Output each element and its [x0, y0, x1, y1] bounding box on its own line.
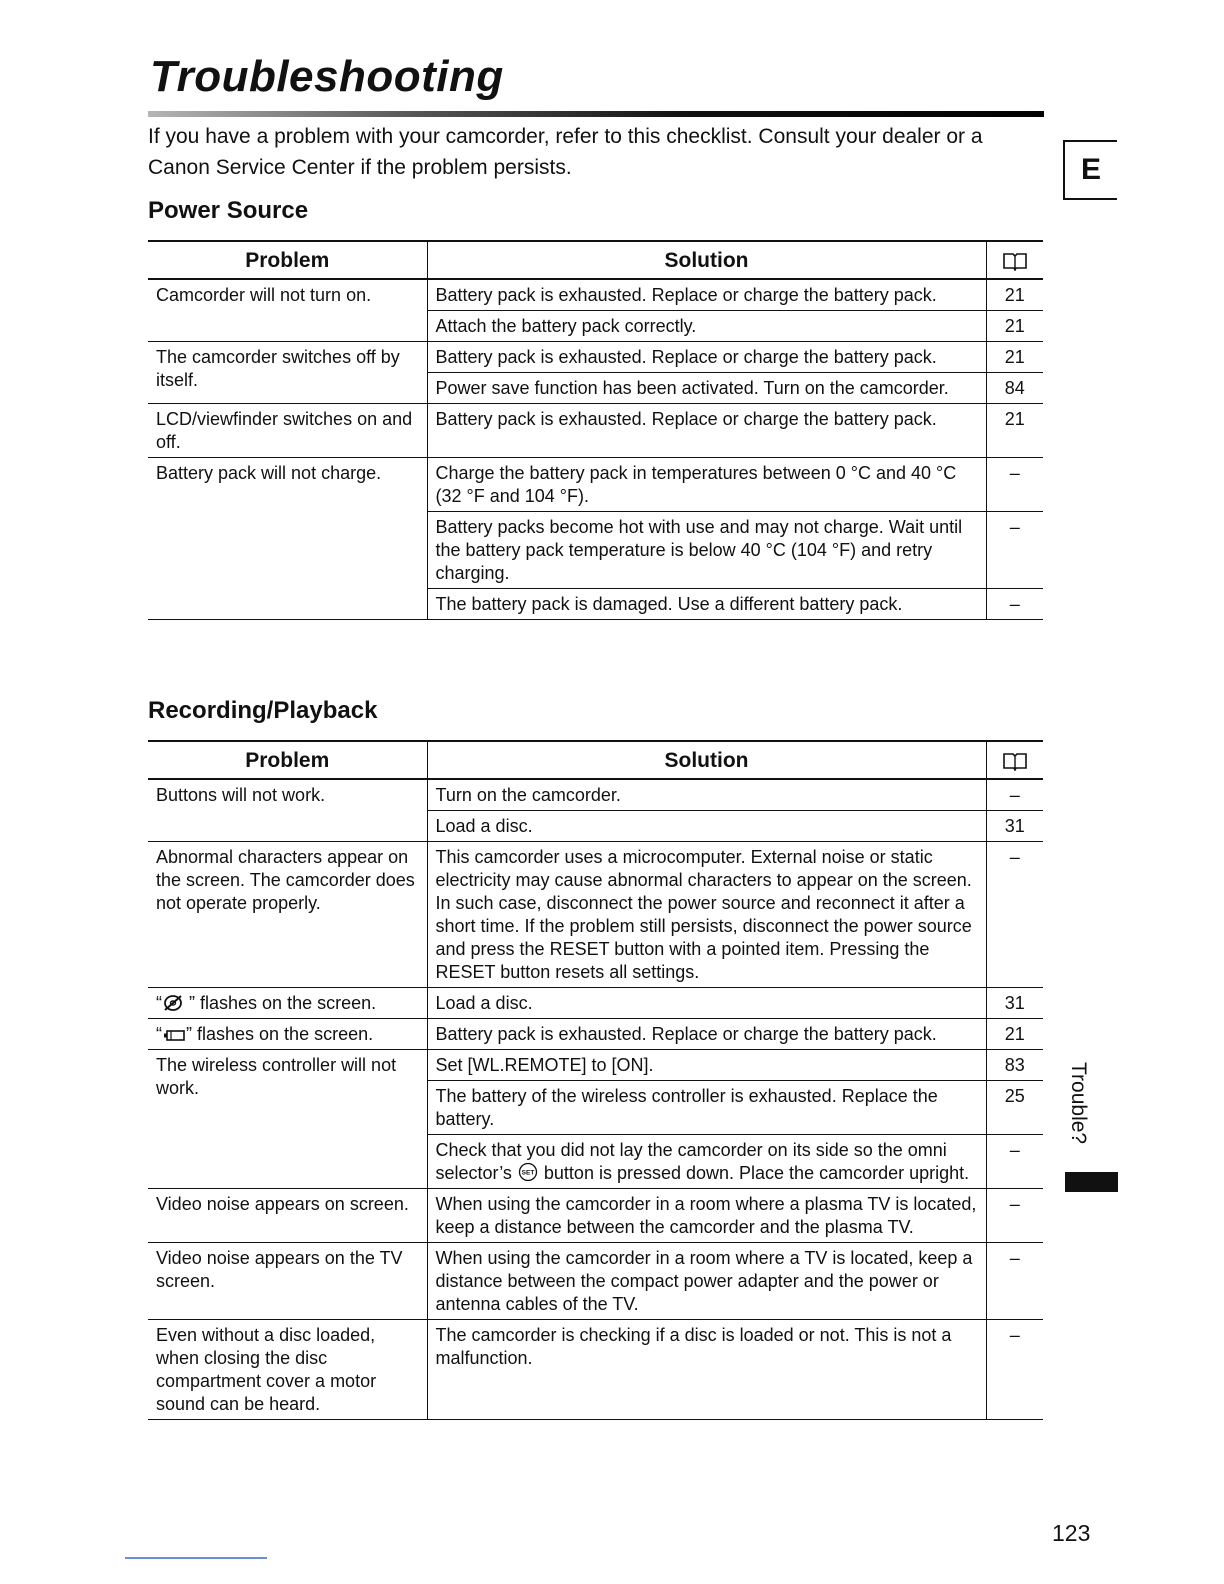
page-ref-cell: 21	[986, 1019, 1043, 1050]
solution-cell: This camcorder uses a microcomputer. External noise or static electricity may cause abnormal characters to appear on the screen. In such case, disconnect the power source and reconnect it after a short time. If the problem still persists, disconnect the power source and press the RESET button with a pointed item. Pressing the RESET button resets all settings.	[427, 842, 986, 988]
solution-cell: Battery pack is exhausted. Replace or charge the battery pack.	[427, 342, 986, 373]
solution-text-start: Check that you did not lay the camcorder on its side so the omni selector’s	[435, 1140, 947, 1183]
page-ref-cell: 21	[986, 404, 1043, 458]
page-ref-cell: –	[986, 458, 1043, 512]
page-ref-cell: –	[986, 1189, 1043, 1243]
table-row	[148, 404, 1043, 458]
solution-cell	[427, 1135, 986, 1189]
page-ref-cell: 31	[986, 988, 1043, 1019]
table-row	[148, 779, 1043, 811]
problem-cell: Abnormal characters appear on the screen. The camcorder does not operate properly.	[148, 842, 427, 988]
power-source-table	[148, 240, 1043, 620]
solution-cell: Battery pack is exhausted. Replace or charge the battery pack.	[427, 1019, 986, 1050]
solution-text-end: button is pressed down. Place the camcorder upright.	[543, 1163, 970, 1183]
problem-column-header: Problem	[148, 741, 427, 779]
table-header-row	[148, 741, 1043, 779]
problem-cell: The camcorder switches off by itself.	[148, 342, 427, 404]
book-icon	[1001, 751, 1029, 771]
footer-rule	[125, 1557, 267, 1559]
page-ref-cell: 83	[986, 1050, 1043, 1081]
problem-column-header: Problem	[148, 241, 427, 279]
page-ref-cell: –	[986, 779, 1043, 811]
problem-text: ” flashes on the screen.	[186, 1024, 374, 1044]
power-source-heading: Power Source	[148, 197, 309, 224]
solution-cell: Battery pack is exhausted. Replace or charge the battery pack.	[427, 404, 986, 458]
solution-cell: Set [WL.REMOTE] to [ON].	[427, 1050, 986, 1081]
solution-cell: Load a disc.	[427, 988, 986, 1019]
solution-column-header: Solution	[427, 241, 986, 279]
table-row	[148, 1019, 1043, 1050]
page-number: 123	[1052, 1520, 1091, 1546]
table-row	[148, 1050, 1043, 1081]
quote-open: “	[156, 1024, 162, 1044]
table-row	[148, 279, 1043, 311]
problem-text: ” flashes on the screen.	[189, 993, 377, 1013]
solution-cell: The battery of the wireless controller is exhausted. Replace the battery.	[427, 1081, 986, 1135]
problem-cell	[148, 988, 427, 1019]
table-row	[148, 458, 1043, 512]
problem-cell: Buttons will not work.	[148, 779, 427, 842]
solution-cell: Load a disc.	[427, 811, 986, 842]
language-tab: E	[1063, 140, 1117, 200]
table-row	[148, 988, 1043, 1019]
battery-icon	[162, 1027, 186, 1043]
problem-cell: Camcorder will not turn on.	[148, 279, 427, 342]
page-ref-cell: –	[986, 589, 1043, 620]
recording-playback-heading: Recording/Playback	[148, 697, 378, 724]
side-tab-marker	[1065, 1172, 1118, 1192]
set-button-icon-label: SET	[521, 1169, 535, 1177]
title-underline	[148, 111, 1044, 117]
solution-cell: The battery pack is damaged. Use a different battery pack.	[427, 589, 986, 620]
page-ref-cell: –	[986, 842, 1043, 988]
no-disc-icon	[162, 994, 184, 1012]
page-ref-cell: 84	[986, 373, 1043, 404]
reference-column-header	[986, 741, 1043, 779]
problem-cell: Video noise appears on screen.	[148, 1189, 427, 1243]
solution-cell: Turn on the camcorder.	[427, 779, 986, 811]
solution-cell: Attach the battery pack correctly.	[427, 311, 986, 342]
page-ref-cell: 21	[986, 342, 1043, 373]
page-ref-cell: –	[986, 1320, 1043, 1420]
intro-text: If you have a problem with your camcorder, refer to this checklist. Consult your dealer or a Canon Service Center if the problem persists.	[148, 125, 983, 179]
table-row	[148, 342, 1043, 373]
set-button-icon	[517, 1162, 539, 1182]
solution-column-header: Solution	[427, 741, 986, 779]
quote-open: “	[156, 993, 162, 1013]
side-tab-label: Trouble?	[1067, 1062, 1090, 1145]
solution-cell: When using the camcorder in a room where a plasma TV is located, keep a distance between the camcorder and the plasma TV.	[427, 1189, 986, 1243]
solution-cell: Battery packs become hot with use and may not charge. Wait until the battery pack temperature is below 40 °C (104 °F) and retry charging.	[427, 512, 986, 589]
page-ref-cell: –	[986, 512, 1043, 589]
problem-cell	[148, 1019, 427, 1050]
problem-cell: The wireless controller will not work.	[148, 1050, 427, 1189]
book-icon	[1001, 251, 1029, 271]
page-ref-cell: 31	[986, 811, 1043, 842]
page-ref-cell: 21	[986, 311, 1043, 342]
problem-cell: Battery pack will not charge.	[148, 458, 427, 620]
page-title: Troubleshooting	[150, 52, 504, 101]
solution-cell: When using the camcorder in a room where a TV is located, keep a distance between the compact power adapter and the power or antenna cables of the TV.	[427, 1243, 986, 1320]
page-ref-cell: –	[986, 1243, 1043, 1320]
page-ref-cell: 25	[986, 1081, 1043, 1135]
solution-cell: Power save function has been activated. Turn on the camcorder.	[427, 373, 986, 404]
problem-cell: LCD/viewfinder switches on and off.	[148, 404, 427, 458]
table-row	[148, 1189, 1043, 1243]
recording-playback-table	[148, 740, 1043, 1420]
table-header-row	[148, 241, 1043, 279]
table-row	[148, 1320, 1043, 1420]
solution-cell: The camcorder is checking if a disc is loaded or not. This is not a malfunction.	[427, 1320, 986, 1420]
table-row	[148, 842, 1043, 988]
table-row	[148, 1243, 1043, 1320]
problem-cell: Video noise appears on the TV screen.	[148, 1243, 427, 1320]
page-ref-cell: –	[986, 1135, 1043, 1189]
problem-cell: Even without a disc loaded, when closing the disc compartment cover a motor sound can be heard.	[148, 1320, 427, 1420]
solution-cell: Battery pack is exhausted. Replace or charge the battery pack.	[427, 279, 986, 311]
reference-column-header	[986, 241, 1043, 279]
page-ref-cell: 21	[986, 279, 1043, 311]
solution-cell: Charge the battery pack in temperatures between 0 °C and 40 °C (32 °F and 104 °F).	[427, 458, 986, 512]
